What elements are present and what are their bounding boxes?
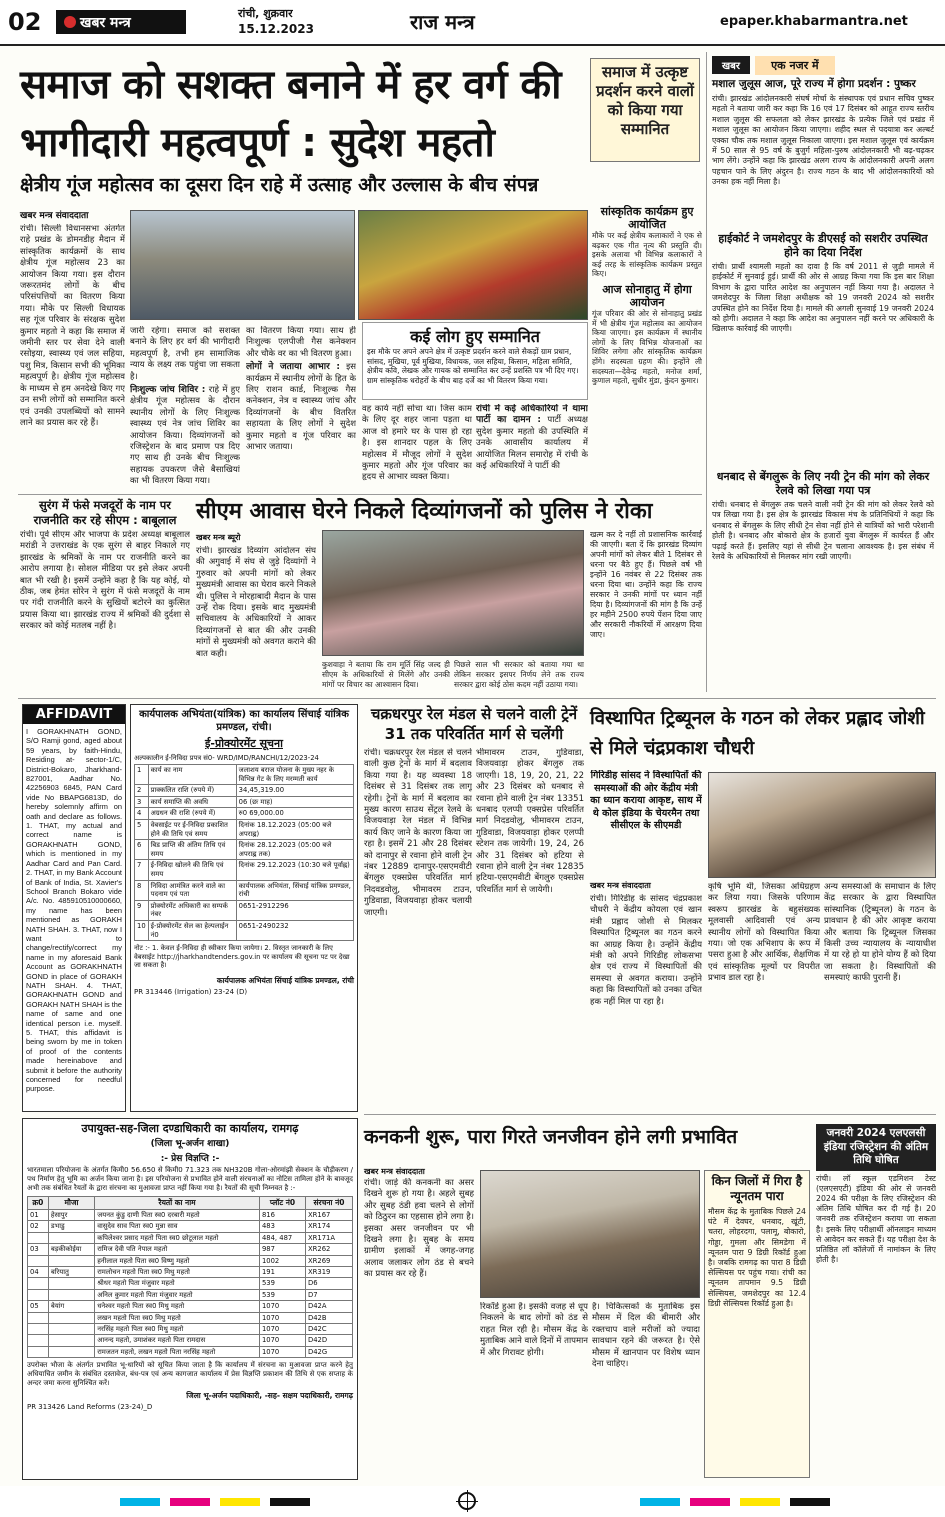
affidavit-title: AFFIDAVIT <box>23 705 125 724</box>
land-cell: नरसिंह महतो पिता स्व0 मिथु महतो <box>95 1324 260 1335</box>
color-swatch-magenta <box>170 1498 210 1506</box>
land-cell: 987 <box>259 1244 305 1255</box>
tender-cell: प्रोक्योरमेंट अधिकारी का सम्पर्क नंबर <box>148 900 236 920</box>
land-cell: 483 <box>259 1221 305 1232</box>
color-swatch-yellow-2 <box>740 1498 780 1506</box>
land-cell: हेसापुर <box>48 1210 94 1221</box>
tender-cell: 1 <box>135 765 149 785</box>
land-cell <box>28 1255 49 1266</box>
tender-cell: अग्रधन की राशि (रुपये में) <box>148 808 236 820</box>
tender-cell: 6 <box>135 840 149 860</box>
land-cell: अनिल कुमार महतो पिता मंजुवार महतो <box>95 1289 260 1300</box>
lead-col3-subhead: लोगों ने जताया आभार : <box>246 362 340 373</box>
lead-headline: समाज को सशक्त बनाने में हर वर्ग की भागीदारी महत्वपूर्ण : सुदेश महतो <box>20 62 562 166</box>
land-row <box>28 1312 353 1323</box>
tender-cell: दिनांक 29.12.2023 (10:30 बजे पूर्वाह्न) <box>236 860 353 880</box>
culture-title: सांस्कृतिक कार्यक्रम हुए आयोजित <box>600 205 694 231</box>
brief-1-head: मशाल जुलूस आज, पूरे राज्य में होगा प्रदर्शन : पुष्कर <box>712 78 916 90</box>
land-row <box>28 1267 353 1278</box>
land-signer: जिला भू-अर्जन पदाधिकारी, -सह- सक्षम पदाधिकारी, रामगढ़ <box>186 1391 353 1401</box>
land-cell: XR171A <box>305 1232 352 1243</box>
land-cell: 02 <box>28 1221 49 1232</box>
land-cell: कपिलेश्वर प्रसाद महतो पिता स्व0 छोटूलाल महतो <box>95 1232 260 1243</box>
land-cell: 191 <box>259 1267 305 1278</box>
land-cell: आनन्द महतो, उमाशंकर महतो पिता रामदास <box>95 1335 260 1346</box>
masthead <box>0 0 945 46</box>
column-divider-right <box>706 52 707 692</box>
land-cell: बेयांग <box>48 1301 94 1312</box>
lead-column-5 <box>476 404 588 492</box>
protest-col-1: रांची। झारखंड दिव्यांग आंदोलन संघ की अगुवाई में संघ से जुड़े दिव्यांगों ने गुरुवार को अपनी मांगों को लेकर मुख्यमंत्री आवास का घेराव करने निकले थी। पुलिस ने मोरहाबादी मैदान के पास उन्हें रोक दिया। इसके बाद मुख्यमंत्री सचिवालय के अधिकारियों ने आकर दिव्यांगजनों से बात की और उनकी मांगों से मुख्यमंत्री को अवगत कराने की बात कही। <box>196 546 316 659</box>
tender-table <box>134 764 354 941</box>
land-notice <box>22 1118 358 1480</box>
land-intro: भारतमाला परियोजना के अंतर्गत किमी0 56.650 से किमी0 71.323 तक NH320B गोला-ओरमांझी सेक्शन के चौड़ीकरण / पथ निर्माण हेतु भूमि का अर्जन किया जाना है। इस परियोजना से प्रभावित होने वाली संरचनाओं का नोटिस तामिला होने के बावजूद अभी तक संबंधित रैयतों के द्वारा संरचना का मुआवजा प्राप्त नहीं किया गया है। रैयतों की सूची निम्नवत है :- <box>27 1166 353 1192</box>
tender-cell: 4 <box>135 808 149 820</box>
land-cell: 1070 <box>259 1312 305 1323</box>
cold-box-title: किन जिलों में गिरा है न्यूनतम पारा <box>711 1174 803 1203</box>
land-cell <box>28 1232 49 1243</box>
land-cell <box>48 1346 94 1357</box>
land-cell <box>48 1335 94 1346</box>
land-cell <box>48 1312 94 1323</box>
land-header-cell: क्र0 <box>28 1197 49 1210</box>
lead-col4-text-b: पार्टी अध्यक्ष सुदेश कुमार महतो की उपस्थिति में उनके आवासीय कार्यालय में आयोजित मिलन समारोह में रांची के कई अधिकारियों ने पार्टी की <box>476 415 588 472</box>
land-cell: 03 <box>28 1244 49 1255</box>
brand-badge <box>56 10 186 34</box>
color-swatch-black <box>270 1498 310 1506</box>
brief-tag-label: एक नजर में <box>755 56 835 75</box>
tender-cell: वेबसाईट पर ई-निविदा प्रकाशित होने की तिथि एवं समय <box>148 819 236 839</box>
lead-subhead: क्षेत्रीय गूंज महोत्सव का दूसरा दिन राहे में उत्साह और उल्लास के बीच संपन्न <box>20 174 539 196</box>
land-cell: 539 <box>259 1278 305 1289</box>
tender-cell: बिड प्राप्ति की अंतिम तिथि एवं समय <box>148 840 236 860</box>
land-cell: 05 <box>28 1301 49 1312</box>
land-cell: हनीलाल महतो पिता स्व0 विष्णु महतो <box>95 1255 260 1266</box>
tender-signoff: कार्यपालक अभियंता सिंचाई यांत्रिक प्रमण्डल, रांची <box>216 975 354 985</box>
tender-cell: 7 <box>135 860 149 880</box>
brief-3-text: रांची। धनबाद से बेंगलुरू तक चलने वाली नयी ट्रेन की मांग को लेकर रेलवे को पत्र लिखा गया है। इस क्षेत्र के झारखंड विकास मंच के प्रतिनिधियों ने कहा कि धनबाद से बेंगलुरू के लिए सीधी ट्रेन सेवा नहीं होने से यात्रियों को भारी परेशानी होती है। धनबाद और बोकारो क्षेत्र के हजारों युवा बेंगलुरू में कार्यरत हैं और पढ़ाई करते हैं। इसलिए यहां से सीधी ट्रेन चलाना आवश्यक है। इस संबंध में रेलवे के अधिकारियों से मिलकर मांग रखी जाएगी। <box>712 500 934 562</box>
land-press: :- प्रेस विज्ञप्ति :- <box>160 1154 220 1164</box>
tender-row <box>135 819 354 839</box>
tender-cell: 5 <box>135 819 149 839</box>
tender-cell: 2 <box>135 785 149 797</box>
meeting-col-1: रांची। गिरिडीह के सांसद चंद्रप्रकाश चौधरी ने केंद्रीय कोयला एवं खान मंत्री प्रह्लाद जोशी से मिलकर विस्थापित ट्रिब्यूनल का गठन करने का आग्रह किया है। उन्होंने केंद्रीय मंत्री को अपने गिरिडीह लोकसभा क्षेत्र एवं राज्य में विस्थापितों की समस्या से अवगत कराया। उन्होंने कहा कि विस्थापितों को उनका उचित हक नहीं मिल पा रहा है। <box>590 894 702 1007</box>
land-row <box>28 1278 353 1289</box>
meeting-head: विस्थापित ट्रिब्यूनल के गठन को लेकर प्रह्लाद जोशी से मिले चंद्रप्रकाश चौधरी <box>590 708 925 759</box>
tender-pr: PR 313446 (Irrigation) 23-24 (D) <box>134 987 248 996</box>
land-cell: XR319 <box>305 1267 352 1278</box>
brand-name: खबर मन्त्र <box>80 15 131 31</box>
tender-cell: ई-प्रोक्योरमेंट सेल का हेल्पलाईन नं0 <box>148 920 236 940</box>
lead-side-text: समाज में उत्कृष्ट प्रदर्शन करने वालों को किया गया सम्मानित <box>596 63 694 138</box>
lead-column-1: रांची। सिल्ली विधानसभा अंतर्गत राहे प्रखंड के डोमनडीह मैदान में सांस्कृतिक कार्यक्रमों के साथ क्षेत्रीय गूंज महोत्सव 23 का आयोजन किया गया। इस दौरान जरूरतमंद लोगों के बीच परिसंपत्तियों का वितरण किया गया। मौके पर सिल्ली विधायक सह गूंज परिवार के संरक्षक सुदेश कुमार महतो ने कहा कि समाज में जमीनी स्तर पर सेवा देने वाली रसोइया, स्वास्थ्य एवं जल सहिया, पशु मित्र, किसान सभी की भूमिका महत्वपूर्ण है। क्षेत्रीय गूंज महोत्सव के माध्यम से हम अनदेखे किए गए उन सभी लोगों को सम्मानित करने एवं उनकी उपलब्धियों को सामने लाने का प्रयास कर रहे हैं। <box>20 224 125 428</box>
land-cell: XR167 <box>305 1210 352 1221</box>
land-cell: D6 <box>305 1278 352 1289</box>
affidavit-box <box>22 704 126 1112</box>
tender-cell: निविदा आमंत्रित करने वाले का पदनाम एवं पता <box>148 880 236 900</box>
lead-col3-text-b: इस कार्यक्रम में स्थानीय लोगों के हित के लिए राशन कार्ड, निःशुल्क गैस कनेक्शन, नेत्र व स्वास्थ्य जांच और दिव्यांगजनों के बीच वितरित सहायता के लिए लोगों ने सुदेश कुमार महतो व गूंज परिवार का आभार जताया। <box>246 362 356 453</box>
lead-right-column <box>592 205 702 493</box>
brand-logo-icon <box>64 16 76 28</box>
tender-cell: ई-निविदा खोलने की तिथि एवं समय <box>148 860 236 880</box>
cold-byline: खबर मन्त्र संवाददाता <box>364 1167 425 1176</box>
land-pr: PR 313426 Land Reforms (23-24)_D <box>27 1403 153 1412</box>
land-cell: D42A <box>305 1301 352 1312</box>
lead-photo-stage <box>130 210 355 320</box>
lead-col4-text: वह कार्य नहीं सोचा था। जिस काम के लिए दूर शहर जाना पड़ता था आज वो हमारे घर के पास हो रहा है। इस शानदार पहल के लिए महोत्सव में मौजूद लोगों ने सुदेश कुमार महतो और गूंज परिवार का हृदय से आभार व्यक्त किया। <box>362 404 472 483</box>
land-cell: जयनत कुंडु दाणी पिता स्व0 दरबारी महतो <box>95 1210 260 1221</box>
tender-notice <box>130 704 358 1112</box>
epaper-url[interactable]: epaper.khabarmantra.net <box>720 14 908 29</box>
lead-column-3 <box>246 326 356 491</box>
land-cell: 1070 <box>259 1346 305 1357</box>
land-cell <box>48 1232 94 1243</box>
tender-cell: रु0 69,000.00 <box>236 808 353 820</box>
tender-office: कार्यपालक अभियंता(यांत्रिक) का कार्यालय सिंचाई यांत्रिक प्रमण्डल, रांची। <box>139 709 349 733</box>
tunnel-text: रांची। पूर्व सीएम और भाजपा के प्रदेश अध्यक्ष बाबूलाल मरांडी ने उत्तराखंड के एक सुरंग से बाहर निकाले गए झारखंड के श्रमिकों के नाम पर राजनीति करने का आरोप लगाया है। सोशल मीडिया पर इसे लेकर अपनी बात भी रखी है। इसमें उन्होंने कहा है कि यह कोई, यो ठीक, जब हेमंत सोरेन ने सुरंग में फंसे मजदूरों के नाम पर गंदी राजनीति करने के सुखियों बटोरने का कुत्सित प्रयास किया था। झारखंड राज्य में श्रमिकों की दुर्दशा से सरकार को कोई मतलब नहीं है। <box>20 530 190 632</box>
land-row <box>28 1244 353 1255</box>
divider-3 <box>364 1114 936 1115</box>
land-cell <box>48 1278 94 1289</box>
protest-col-4: खत्म कर दे नहीं तो प्रशासनिक कार्रवाई की जाएगी। बता दें कि झारखंड दिव्यांग अपनी मांगों को लेकर बीते 1 दिसंबर से धरना पर बैठे हुए हैं। पिछले वर्ष भी इन्होंने 16 नवंबर से 22 दिसंबर तक धरना दिया था। उन्होंने कहा कि राज्य सरकार ने उनकी मांगों पर ध्यान नहीं दिया है। दिव्यांगजनों की मांग है कि उन्हें हर महीने 2500 रुपये पेंशन दिया जाए और सरकारी नौकरियों में आरक्षण दिया जाए। <box>590 530 702 639</box>
tunnel-head: सुरंग में फंसे मजदूरों के नाम पर राजनीति कर रहे सीएम : बाबूलाल <box>33 498 177 527</box>
tender-cell: दिनांक 18.12.2023 (05:00 बजे अपराह्न) <box>236 819 353 839</box>
cold-box-text: मौसम केंद्र के मुताबिक पिछले 24 घंटे में देवघर, धनबाद, खूंटी, चतरा, लोहरदगा, पलामू, बोकारो, गोड्डा, गुमला और सिमडेगा में न्यूनतम पारा 9 डिग्री रिकॉर्ड हुआ है। जबकि रामगढ़ का पारा 8 डिग्री सेल्सियस पर पहुंच गया। रांची का न्यूनतम तापमान 9.5 डिग्री सेल्सियस, जमशेदपुर का 12.4 डिग्री सेल्सियस रिकॉर्ड हुआ है। <box>708 1207 806 1308</box>
rail-head: चक्रधरपुर रेल मंडल से चलने वाली ट्रेनें 31 तक परिवर्तित मार्ग से चलेंगी <box>370 705 578 743</box>
tender-row <box>135 765 354 785</box>
land-row <box>28 1210 353 1221</box>
brief-2-head: हाईकोर्ट ने जमशेदपुर के डीएसई को सशरीर उपस्थित होने का दिया निर्देश <box>718 232 928 259</box>
lead-col2-subhead: निःशुल्क जांच शिविर : <box>130 385 206 396</box>
page-number: 02 <box>8 8 42 36</box>
land-cell: श्रीधर महतो पिता मंजुवार महतो <box>95 1278 260 1289</box>
lead-column-4 <box>362 404 472 492</box>
land-cell: बड़कीकोईया <box>48 1244 94 1255</box>
cold-box <box>704 1170 810 1478</box>
sonahatu-text: गूंज परिवार की ओर से सोनाहातु प्रखंड में भी क्षेत्रीय गूंज महोत्सव का आयोजन किया जाएगा। इस कार्यक्रम में स्थानीय लोगों के लिए विभिन्न योजनाओं का शिविर लगेगा और सांस्कृतिक कार्यक्रम होंगे। सदस्यता ग्रहण की। इन्होंने ली सदस्यता—देवेन्द्र महतो, मनोज शर्मा, कुणाल महतो, सुधीर मुंडा, कुंदन कुमार। <box>592 308 702 386</box>
land-cell <box>28 1312 49 1323</box>
land-cell: 539 <box>259 1289 305 1300</box>
land-cell: डभाडु <box>48 1221 94 1232</box>
brief-2-text: रांची। प्रार्थी श्यामली महतो का दावा है कि वर्ष 2011 से जुड़ी मामले में हाईकोर्ट में सुनवाई हुई। प्रार्थी की ओर से आग्रह किया गया कि इस बार शिक्षा विभाग के द्वारा पारित आदेश का अनुपालन नहीं किया गया है। अदालत ने जमशेदपुर के जिला शिक्षा अधीक्षक को 19 जनवरी 2024 को सशरीर उपस्थित होने का निर्देश दिया है। मामले की अगली सुनवाई 19 जनवरी 2024 को होगी। अदालत ने कहा कि आदेश का अनुपालन नहीं करने पर अधिकारी के खिलाफ कार्रवाई की जाएगी। <box>712 262 934 334</box>
land-office: उपायुक्त-सह-जिला दण्डाधिकारी का कार्यालय, रामगढ़ <box>81 1122 299 1135</box>
land-cell <box>28 1335 49 1346</box>
protest-col-3: पिछले साल भी सरकार को बताया गया था लेकिन सरकार इसपर निर्णय लेने तक राज्य सरकार द्वारा कोई ठोस कदम नहीं उठाया गया। <box>454 660 584 689</box>
land-header-cell: रैयतों का नाम <box>95 1197 260 1210</box>
land-cell: D42D <box>305 1335 352 1346</box>
lead-photo-dance <box>358 210 588 320</box>
meeting-side: गिरिडीह सांसद ने विस्थापितों की समस्याओं की ओर केंद्रीय मंत्री का ध्यान कराया आकृष्ट, साथ में थे कोल इंडिया के चेयरमैन तथा सीसीएल के सीएमडी <box>590 770 702 831</box>
land-footer: उपरोक्त भौजा के अंतर्गत प्रभावित भू-धारियों को सूचित किया जाता है कि कार्यालय में संरचना का मुआवजा प्राप्त करने हेतु अधियाचित जमीन के संबंधित दस्तावेज, बंध-पत्र एवं अन्य कागजात कार्यालय में प्रेस विज्ञप्ति प्रकाशन की तिथि से एक सप्ताह के अन्दर जमा करना सुनिश्चित करें। <box>27 1361 353 1388</box>
tender-cell: 3 <box>135 796 149 808</box>
tender-cell: प्राक्कलित राशि (रुपये में) <box>148 785 236 797</box>
land-row <box>28 1255 353 1266</box>
meeting-photo <box>708 772 936 878</box>
tender-cell: 06 (छः माह) <box>236 796 353 808</box>
brief-1-text: रांची। झारखंड आंदोलनकारी संघर्ष मोर्चा के संस्थापक एवं प्रधान सचिव पुष्कर महतो ने बताया जारी कर कहा कि 16 एवं 17 दिसंबर को आहूत राज्य स्तरीय मशाल जुलूस की सफलता को लेकर झारखंड के प्रत्येक जिले एवं प्रखंड में मशाल जुलूस का आयोजन किया जाएगा। शहीद स्थल से पदयात्रा कर अल्बर्ट एक्का चौक तक मशाल जुलूस निकाला जाएगा। इस मशाल जुलूस एवं कार्यक्रम में 50 साल से 95 वर्ष के बुजुर्ग महिला-पुरुष आंदोलनकारी भी बढ़-चढ़कर भाग लेंगे। उन्होंने कहा कि झारखंड अलग राज्य के आंदोलनकारी अपनी अलग पहचान पाने के लिए अंदुरन है। राज्य गठन के बाद भी आंदोलनकारियों को उनका हक नहीं मिला है। <box>712 94 934 187</box>
protest-photo <box>322 530 584 656</box>
cold-col-1: रांची। जाड़े की कनकनी का असर दिखने शुरू हो गया है। अहले सुबह और सुबह ठंडी हवा चलने से लोगों को ठिठुरन का एहसास होने लगा है। इसका असर जनजीवन पर भी दिखने लगा है। सुबह के समय ग्रामीण इलाकों में जगह-जगह अलाव जलाकर लोग ठंड से बचने का प्रयास कर रहे हैं। <box>364 1178 474 1280</box>
brief-tag <box>712 54 932 72</box>
cold-photo <box>480 1170 700 1298</box>
land-cell: D7 <box>305 1289 352 1300</box>
tender-cell: 0651-2490232 <box>236 920 353 940</box>
lsat-text: रांची। लॉ स्कूल एडमिशन टेस्ट (एलएसएटी) इंडिया की ओर से जनवरी 2024 की परीक्षा के लिए रजिस्ट्रेशन की अंतिम तिथि घोषित कर दी गई है। 20 जनवरी तक रजिस्ट्रेशन कराया जा सकता है। इसके लिए परीक्षार्थी ऑनलाइन माध्यम से आवेदन कर सकते हैं। यह परीक्षा देश के प्रतिष्ठित लॉ कॉलेजों में नामांकन के लिए होती है। <box>816 1173 936 1265</box>
tender-cell: दिनांक 28.12.2023 (05:00 बजे अपराह्न तक) <box>236 840 353 860</box>
land-header-cell: प्लॉट नं0 <box>259 1197 305 1210</box>
land-cell: D42B <box>305 1312 352 1323</box>
color-swatch-yellow <box>220 1498 260 1506</box>
lsat-box <box>816 1124 936 1478</box>
city-day: रांची, शुक्रवार <box>238 7 293 20</box>
land-cell: 1070 <box>259 1301 305 1312</box>
cold-col-3: है। चिकित्सकों के मुताबिक इस मौसम में दिल की बीमारी और रक्तचाप वाले मरीजों को ज्यादा सावधान रहने की जरूरत है। ऐसे मौसम में खानपान पर विशेष ध्यान देना चाहिए। <box>592 1302 700 1370</box>
land-row <box>28 1301 353 1312</box>
tender-cell: जलाशय बराज योजना के मुख्य नहर के विभिन्न गेट के लिए मरम्मती कार्य <box>236 765 353 785</box>
land-cell: लखन महतो पिता स्व0 मिथु महतो <box>95 1312 260 1323</box>
color-swatch-cyan-2 <box>640 1498 680 1506</box>
tender-row <box>135 860 354 880</box>
color-swatch-magenta-2 <box>690 1498 730 1506</box>
lead-byline: खबर मन्त्र संवाददाता <box>20 211 89 221</box>
photo-caption-title: कई लोग हुए सम्मानित <box>410 327 540 346</box>
land-sub: (जिला भू-अर्जन शाखा) <box>150 1139 230 1149</box>
photo-caption-box <box>362 322 588 400</box>
rail-col-1: रांची। चक्रधरपुर रेल मंडल से चलने वाली कुछ ट्रेनों के मार्ग में बदलाव किया गया है। यह व्यवस्था 18 दिसंबर से 31 दिसंबर तक लागू रहेगी। ट्रेनों के मार्ग में बदलाव का मुख्य कारण साउथ सेंट्रल रेलवे के विजयवाड़ा रेल मंडल में विभिन्न कार्य किए जाने के कारण किया जा रहा है। इसमें 21 और 28 दिसंबर को दानापुर से रवाना होने वाली ट्रेन नंबर 12889 दानापुर-एसएमवीटी बेंगलुरु एक्सप्रेस परिवर्तित मार्ग निदवडवोलु, भीमावरम टाउन, गुडिवाडा, विजयवाड़ा होकर चलायी जाएगी। <box>364 748 472 918</box>
land-cell: बरियातु <box>48 1267 94 1278</box>
land-row <box>28 1221 353 1232</box>
brief-tag-brand: खबर <box>712 56 750 74</box>
land-header-cell: मौजा <box>48 1197 94 1210</box>
land-row <box>28 1324 353 1335</box>
tender-row <box>135 808 354 820</box>
registration-mark-icon <box>458 1492 476 1510</box>
land-cell <box>28 1289 49 1300</box>
land-cell: 1070 <box>259 1324 305 1335</box>
land-row <box>28 1335 353 1346</box>
protest-byline: खबर मन्त्र ब्यूरो <box>196 533 241 542</box>
divider-2 <box>18 698 936 699</box>
tender-row <box>135 785 354 797</box>
cold-head: कनकनी शुरू, पारा गिरते जनजीवन होने लगी प्रभावित <box>364 1126 738 1148</box>
meeting-col-3: अन्य समस्याओं के समाधान के लिए केंद्र सरकार के द्वारा विस्थापित सांस्थानिक (ट्रिब्यूनल) के गठन के प्रावधान है की ओर आकृष्ट कराया और बताया कि ट्रिब्यूनल जिसका किसी उच्च न्यायालय के न्यायाधीश में या रहे हो या होने योग्य हैं को दिया जा सकता है। विस्थापितों की समस्याएं काफी पुरानी हैं। <box>824 882 936 984</box>
meeting-col-2: कृषि भूमि थी, जिसका अधिग्रहण कर लिया गया। जिसके परिणाम स्वरूप झारखंड के बहुसंख्यक मूलवासी आदिवासी एवं अन्य स्थानीय लोगों को विस्थापित किया गया। जो एक अभिशाप के रूप में पसरा हुआ है और आर्थिक, शैक्षणिक एवं सांस्कृतिक मूल्यों पर विपरीत प्रभाव डाल रहा है। <box>708 882 820 984</box>
tender-ref: अल्पकालीन ई-निविदा प्रपत्र सं0- WRD/IMD/RANCHI/12/2023-24 <box>134 754 319 762</box>
land-cell: रामजतन महतो, लखन महतो पिता नरसिंह महतो <box>95 1346 260 1357</box>
tender-title: ई-प्रोक्योरमेंट सूचना <box>204 737 283 750</box>
tender-notes: नोट :- 1. केवल ई-निविदा ही स्वीकार किया जायेगा। 2. विस्तृत जानकारी के लिए वेबसाईट http://jharkhandtenders.gov.in पर कार्यालय की सूचना पट पर देखा जा सकता है। <box>134 944 350 970</box>
tender-cell: 10 <box>135 920 149 940</box>
tender-row <box>135 840 354 860</box>
land-cell <box>28 1324 49 1335</box>
land-cell <box>28 1278 49 1289</box>
lsat-head: जनवरी 2024 एलएलसी इंडिया रजिस्ट्रेशन की अंतिम तिथि घोषित <box>816 1124 936 1171</box>
land-cell: D42G <box>305 1346 352 1357</box>
sonahatu-title: आज सोनाहातु में होगा आयोजन <box>602 282 692 309</box>
lead-side-box <box>590 58 700 162</box>
land-row <box>28 1232 353 1243</box>
tender-row <box>135 796 354 808</box>
color-swatch-cyan <box>120 1498 160 1506</box>
rail-col-2: भीमावरम टाउन, गुडिवाडा, विजयवाड़ा होकर बेंगलुरु तक जाएगी। 18, 19, 20, 21, 22 और 23 दिसंबर को धनबाद से रवाना होने वाली ट्रेन नंबर 13351 धनबाद एलप्पी एक्सप्रेस परिवर्तित मार्ग निदडवोलु, भीमावरम टाउन, गुडिवाडा, विजयवाड़ा होकर एलप्पी स्टेशन तक जायेगी। 19, 24, 26 और 31 दिसंबर को हटिया से रवाना होने वाली ट्रेन नंबर 12835 हटिया-एसएमवीटी बेंगलुरु एक्सप्रेस परिवर्तित मार्ग से जायेगी। <box>476 748 584 895</box>
lead-col4-subhead: रांची में कई अधिकारियों ने थामा पार्टी का दामन : <box>476 404 588 426</box>
land-cell <box>48 1255 94 1266</box>
land-cell: 1002 <box>259 1255 305 1266</box>
divider-1 <box>18 494 702 495</box>
land-cell: XR269 <box>305 1255 352 1266</box>
lead-col3-text: का वितरण किया गया। साथ ही निःशुल्क एलपीजी गैस कनेक्शन और चौके वर का भी वितरण हुआ। <box>246 326 356 359</box>
land-table <box>27 1196 353 1358</box>
land-cell: XR174 <box>305 1221 352 1232</box>
land-cell: 484, 487 <box>259 1232 305 1243</box>
protest-caption: कुशवाहा ने बताया कि राम मूर्ति सिंह जल्द ही सीएम के अधिकारियों से मिलेंगे और उनकी मांगों पर विचार का आश्वासन दिया। <box>322 660 450 689</box>
tender-cell: 9 <box>135 900 149 920</box>
section-name: राज मन्त्र <box>410 10 475 34</box>
land-header-cell: संरचना नं0 <box>305 1197 352 1210</box>
land-cell: रामलोचन महतो पिता स्व0 मिथु महतो <box>95 1267 260 1278</box>
tender-cell: कार्य का नाम <box>148 765 236 785</box>
land-cell: 816 <box>259 1210 305 1221</box>
protest-head: सीएम आवास घेरने निकले दिव्यांगजनों को पुलिस ने रोका <box>196 499 653 524</box>
tender-cell: कार्य समाप्ति की अवधि <box>148 796 236 808</box>
land-cell <box>28 1346 49 1357</box>
meeting-byline: खबर मन्त्र संवाददाता <box>590 881 651 890</box>
tender-cell: कार्यपालक अभियंता, सिंचाई यांत्रिक प्रमण्डल, रांची <box>236 880 353 900</box>
tender-cell: 8 <box>135 880 149 900</box>
lead-col2-text-b: राहे में हुए क्षेत्रीय गूंज महोत्सव के दौरान स्थानीय लोगों के लिए निःशुल्क स्वास्थ्य एवं नेत्र जांच शिविर का आयोजन किया। दिव्यांगजनों को रजिस्ट्रेशन के बाद प्रमाण पत्र दिए गए साथ ही उनके बीच निःशुल्क सहायक उपकरण जैसे बैसाखियां का भी वितरण किया गया। <box>130 385 240 487</box>
land-row <box>28 1289 353 1300</box>
brief-3-head: धनबाद से बेंगलुरू के लिए नयी ट्रेन की मांग को लेकर रेलवे को लिखा गया पत्र <box>716 470 930 497</box>
photo-caption-text: इस मौके पर अपने अपने क्षेत्र में उत्कृष्ट प्रदर्शन करने वाले सैकड़ों ग्राम प्रधान, सांसद, मुखिया, पूर्व मुखिया, विधायक, जल सहिया, किसान, महिला समिति, क्षेत्रीय कवि, लेखक और गायक को सम्मानित कर उन्हें प्रशस्ति पत्र भी दिए गए। ग्राम सांस्कृतिक धरोहरों के बीच बाह दर्जे का भी वितरण किया गया। <box>367 347 579 385</box>
culture-text: मौके पर कई क्षेत्रीय कलाकारों ने एक से बढ़कर एक गीत नृत्य की प्रस्तुति दी। इसके अलावा भी विभिन्न कलाकारों ने कई तरह के सांस्कृतिक कार्यक्रम प्रस्तुत किए। <box>592 231 702 279</box>
tender-cell: 34,45,319.00 <box>236 785 353 797</box>
land-cell: धनेश्वर महतो पिता स्व0 मिथु महतो <box>95 1301 260 1312</box>
land-row <box>28 1346 353 1357</box>
issue-date: 15.12.2023 <box>238 22 314 36</box>
lead-column-2 <box>130 326 240 491</box>
land-cell <box>48 1324 94 1335</box>
land-cell: 1070 <box>259 1335 305 1346</box>
land-cell: वासुदेव साव पिता स्व0 मुन्ना साव <box>95 1221 260 1232</box>
land-cell: D42C <box>305 1324 352 1335</box>
affidavit-body: I GORAKHNATH GOND, S/O Ramji gond, aged about 59 years, by faith-Hindu, Residing at- sector-1/C, District-Bokaro, Jharkhand-827001, Aadhar No. 42256903 6845, PAN Card vide No BBAPG6813D, do hereby solemnly affirm on oath and declare as follows. 1. THAT, my actual and correct name is GORAKHNATH GOND, which is mentioned in my Aadhar Card and Pan Card. 2. THAT, in my Bank Account of Bank of India, St. Xavier's School Branch Bokaro vide A/c. No. 485910510000660, my name has been mentioned as GORAKH NATH SHAH. 3. THAT, now I want to change/rectify/correct my name in my aforesaid Bank Account as GORAKHNATH GOND in place of GORAKH NATH SHAH. 4. THAT, GORAKHNATH GOND and GORAKH NATH SHAH is the name of same and one identical person i.e. myself. 5. THAT, this affidavit is being sworn by me in token of proof of the contents made hereinabove and submit it before the authority concerned for needful purpose. <box>26 727 122 1094</box>
lead-col2-text: जारी रहेगा। समाज को सशक्त बनाने के लिए हर वर्ग की भागीदारी महत्वपूर्ण है, तभी हम सामाजिक न्याय के लक्ष्य तक पहुंचा जा सकता है। <box>130 326 240 382</box>
tender-cell: 0651-2912296 <box>236 900 353 920</box>
tender-row <box>135 900 354 920</box>
land-cell: रामिज देवी पति नेपाल महतो <box>95 1244 260 1255</box>
color-swatch-black-2 <box>790 1498 830 1506</box>
tender-row <box>135 920 354 940</box>
land-cell: 04 <box>28 1267 49 1278</box>
print-registration-bar <box>0 1486 945 1517</box>
land-cell: 01 <box>28 1210 49 1221</box>
cold-col-2: रिकॉर्ड हुआ है। इसकी वजह से धूप निकलने के बाद लोगों को ठंड से राहत मिल रही है। मौसम केंद्र के मुताबिक आने वाले दिनों में तापमान में और गिरावट होगी। <box>480 1302 588 1358</box>
land-cell <box>48 1289 94 1300</box>
land-cell: XR262 <box>305 1244 352 1255</box>
tender-row <box>135 880 354 900</box>
